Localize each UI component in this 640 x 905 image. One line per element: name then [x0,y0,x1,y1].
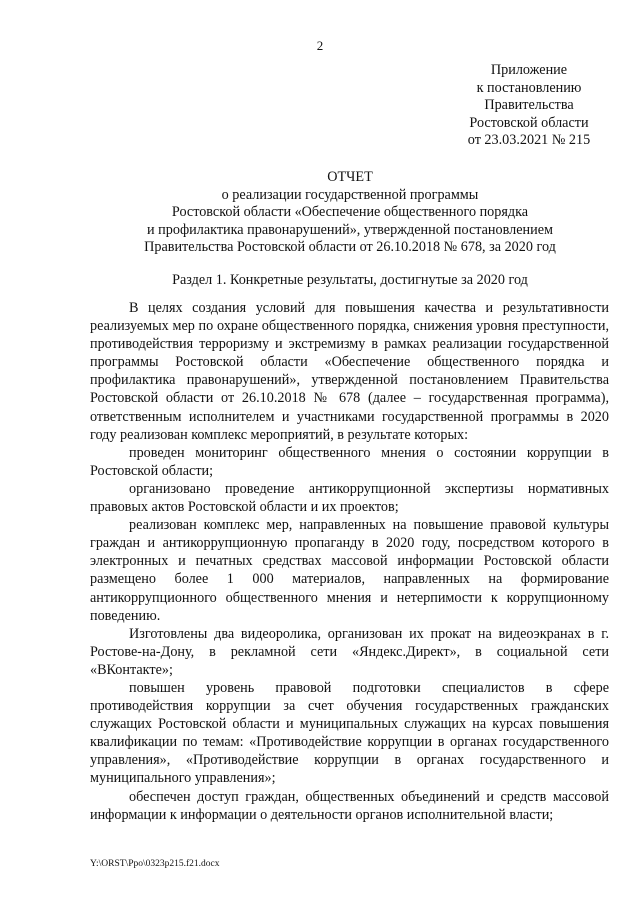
body-paragraph: проведен мониторинг общественного мнения о состоянии коррупции в Ростовской области; [90,444,609,479]
body-paragraph: В целях создания условий для повышения качества и результативности реализуемых мер по охране общественного порядка, снижения уровня преступности, противодействия терроризму и экстремизму в рамках реализации государственной программы Ростовской области «Обеспечение общественного порядка и профилактика правонарушений», утвержденной постановлением Правительства Ростовской области от 26.10.2018 № 678 (далее – государственная программа), ответственным исполнителем и участниками государственной программы в 2020 году реализован комплекс мероприятий, в результате которых: [90,300,609,443]
appendix-line: к постановлению [476,79,582,96]
body-paragraph: повышен уровень правовой подготовки специалистов в сфере противодействия коррупции за счет обучения государственных гражданских служащих Ростовской области и муниципальных служащих на курсах повышения квалификации по темам: «Противодействие коррупции в органах государственного управления», «Противодействие коррупции в органах государственного и муниципального управления»; [90,679,609,787]
appendix-line: Приложение [490,62,568,78]
body-paragraph: Изготовлены два видеоролика, организован их прокат на видеоэкранах в г. Ростове-на-Дону, в рекламной сети «Яндекс.Директ», в социальной сети «ВКонтакте»; [90,625,609,678]
body-paragraph: реализован комплекс мер, направленных на повышение правовой культуры граждан и антикоррупционную пропаганду в 2020 году, посредством которого в электронных и печатных средствах массовой информации Ростовской области размещено более 1 000 материалов, направленных на формирование антикоррупционного общественного мнения и нетерпимости к коррупционному поведению. [90,517,609,624]
appendix-line: от 23.03.2021 № 215 [467,132,591,148]
report-subtitle-line: Ростовской области «Обеспечение общественного порядка [171,204,529,221]
report-subtitle-line: и профилактика правонарушений», утвержденной постановлением [147,221,553,238]
file-path-footer: Y:\ORST\Ppo\0323p215.f21.docx [90,859,220,869]
section-heading: Раздел 1. Конкретные результаты, достигнутые за 2020 год [172,272,528,288]
page-number: 2 [316,38,324,53]
body-paragraph: обеспечен доступ граждан, общественных объединений и средств массовой информации к информации о деятельности органов исполнительной власти; [90,788,609,823]
appendix-line: Ростовской области [469,114,589,131]
body-paragraph: организовано проведение антикоррупционной экспертизы нормативных правовых актов Ростовской области и их проектов; [90,480,609,516]
appendix-line: Правительства [484,97,574,113]
report-title-block [60,169,640,257]
report-subtitle-line: о реализации государственной программы [221,186,479,203]
report-subtitle-line: Правительства Ростовской области от 26.10.2018 № 678, за 2020 год [144,239,556,256]
report-title: ОТЧЕТ [327,169,373,185]
appendix-block [438,62,620,150]
document-body [90,299,609,824]
